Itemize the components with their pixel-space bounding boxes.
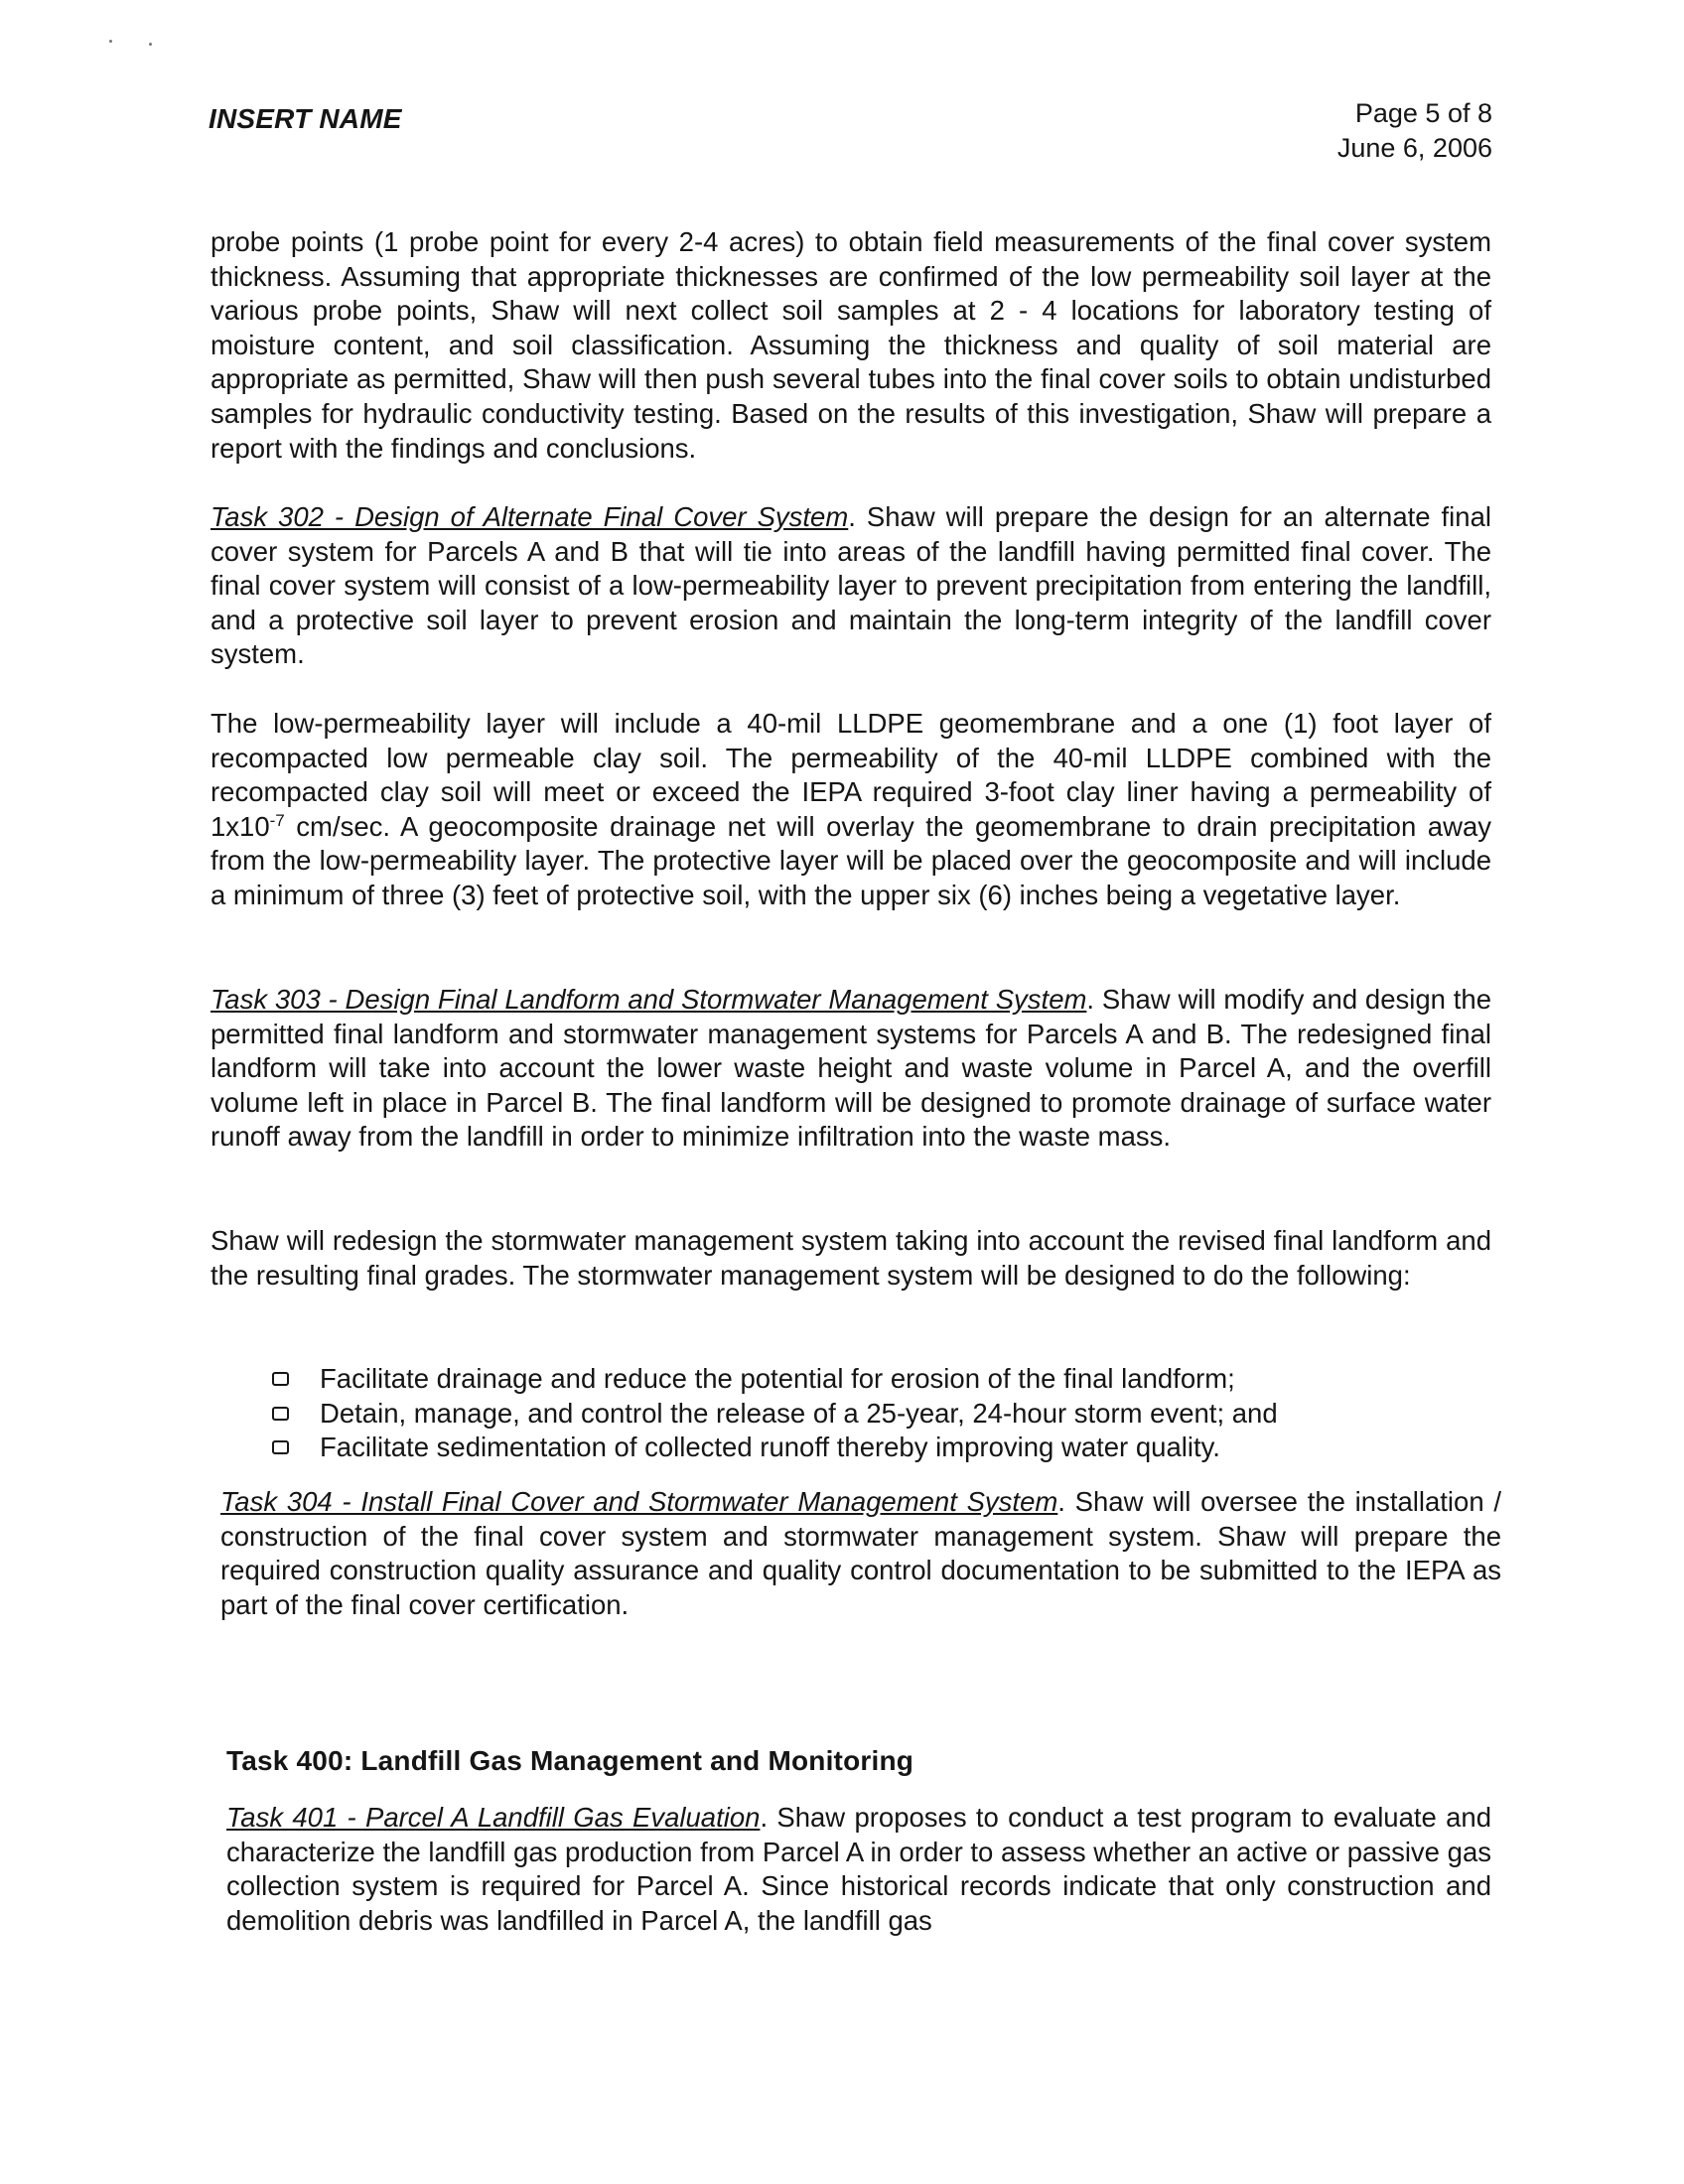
- task-302-title: Task 302 - Design of Alternate Final Cover System: [210, 501, 849, 532]
- header-name: INSERT NAME: [209, 103, 402, 134]
- task-304-text: . Shaw will oversee the installation / construction of the final cover system and stormwater management system. Shaw will prepare the required construction quality assurance and quality control documentation to be submitted to the IEPA as part of the final cover certification.: [220, 1486, 1502, 1620]
- task-401-text: . Shaw proposes to conduct a test program to evaluate and characterize the landfill gas production from Parcel A in order to assess whether an active or passive gas collection system is required for Parcel A. Since historical records indicate that only construction and demolition debris was landfilled in Parcel A, the landfill gas: [226, 1802, 1492, 1936]
- task-303-text: . Shaw will modify and design the permitted final landform and stormwater management systems for Parcels A and B. The redesigned final landform will take into account the lower waste height and waste volume in Parcel A, and the overfill volume left in place in Parcel B. The final landform will be designed to promote drainage of surface water runoff away from the landfill in order to minimize infiltration into the waste mass.: [210, 984, 1491, 1153]
- list-item: [270, 1362, 1278, 1397]
- section-heading-task-400: Task 400: Landfill Gas Management and Monitoring: [226, 1745, 914, 1776]
- scan-speck: [109, 40, 112, 43]
- page-number: Page 5 of 8: [1354, 98, 1492, 128]
- paragraph-task-303: [210, 983, 1491, 1155]
- header-date: June 6, 2006: [1336, 133, 1492, 163]
- permeability-exponent: -7: [269, 810, 285, 830]
- paragraph-task-302: [210, 500, 1491, 672]
- checkbox-bullet-icon: [272, 1407, 289, 1421]
- checkbox-bullet-icon: [272, 1372, 289, 1386]
- task-302-text: . Shaw will prepare the design for an alternate final cover system for Parcels A and B that will tie into areas of the landfill having permitted final cover. The final cover system will consist of a low-permeability layer to prevent precipitation from entering the landfill, and a protective soil layer to prevent erosion and maintain the long-term integrity of the landfill cover system.: [210, 501, 1491, 670]
- header-page-info: [1337, 96, 1492, 166]
- low-perm-text-before: The low-permeability layer will include a 40-mil LLDPE geomembrane and a one (1) foot layer of recompacted low permeable clay soil. The permeability of the 40-mil LLDPE combined with the recompacted clay soil will meet or exceed the IEPA required 3-foot clay liner having a permeability of 1x10: [210, 708, 1491, 842]
- checkbox-bullet-icon: [272, 1440, 289, 1454]
- task-303-title: Task 303 - Design Final Landform and Stormwater Management System: [210, 984, 1087, 1015]
- paragraph-task-304: [220, 1485, 1501, 1622]
- paragraph-task-401: [226, 1801, 1491, 1938]
- list-item-text: Facilitate drainage and reduce the potential for erosion of the final landform;: [320, 1363, 1235, 1394]
- stormwater-goals-list: [270, 1362, 1278, 1465]
- paragraph-stormwater: Shaw will redesign the stormwater management system taking into account the revised final landform and the resulting final grades. The stormwater management system will be designed to do the following:: [210, 1225, 1491, 1291]
- task-304-title: Task 304 - Install Final Cover and Stormwater Management System: [220, 1486, 1058, 1517]
- paragraph-probe-points: probe points (1 probe point for every 2-4 acres) to obtain field measurements of the final cover system thickness. Assuming that appropriate thicknesses are confirmed of the low permeability soil layer at the various probe points, Shaw will next collect soil samples at 2 - 4 locations for laboratory testing of moisture content, and soil classification. Assuming the thickness and quality of soil material are appropriate as permitted, Shaw will then push several tubes into the final cover soils to obtain undisturbed samples for hydraulic conductivity testing. Based on the results of this investigation, Shaw will prepare a report with the findings and conclusions.: [210, 226, 1491, 464]
- paragraph-low-permeability: [210, 707, 1491, 913]
- scan-speck: [149, 43, 152, 46]
- list-item: [270, 1431, 1278, 1465]
- list-item-text: Facilitate sedimentation of collected runoff thereby improving water quality.: [320, 1432, 1220, 1463]
- low-perm-text-after: cm/sec. A geocomposite drainage net will overlay the geomembrane to drain precipitation away from the low-permeability layer. The protective layer will be placed over the geocomposite and will include a minimum of three (3) feet of protective soil, with the upper six (6) inches being a vegetative layer.: [210, 810, 1491, 910]
- list-item: [270, 1397, 1278, 1432]
- task-401-title: Task 401 - Parcel A Landfill Gas Evaluation: [226, 1802, 761, 1833]
- list-item-text: Detain, manage, and control the release of a 25-year, 24-hour storm event; and: [320, 1397, 1278, 1429]
